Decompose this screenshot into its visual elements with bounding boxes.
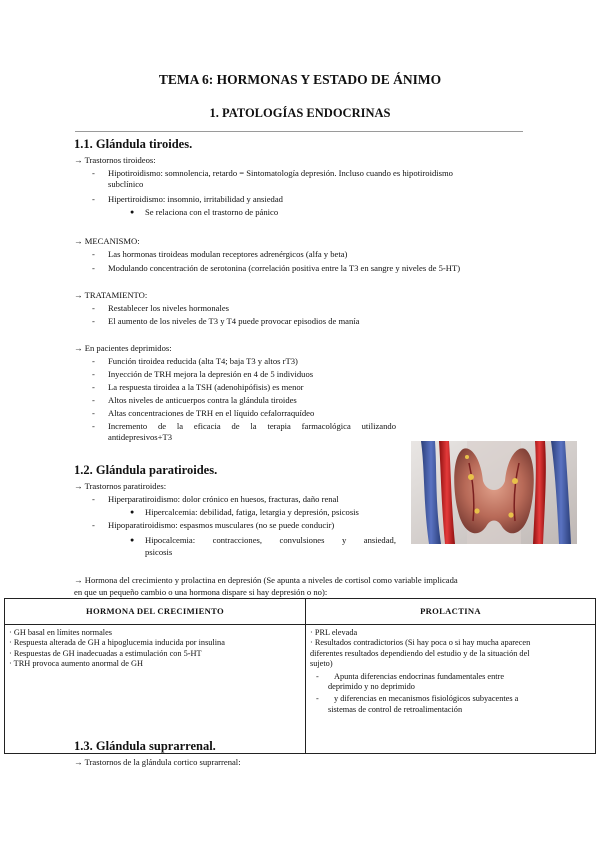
hipocalcemia-line2: psicosis (145, 547, 173, 557)
dash-marker: - (92, 395, 95, 405)
page-title: TEMA 6: HORMONAS Y ESTADO DE ÁNIMO (158, 72, 442, 87)
paratiroides-intro: → Trastornos paratiroides: (74, 481, 167, 491)
table-header-row (5, 599, 596, 625)
hipoparatiroidismo: Hipoparatiroidismo: espasmos musculares (no se puede conducir) (108, 520, 335, 530)
deprimidos-2: Inyección de TRH mejora la depresión en 4 de 5 individuos (108, 369, 314, 379)
mecanismo-intro: → MECANISMO: (74, 236, 140, 246)
dash-marker: - (92, 249, 95, 259)
hipertiroidismo: Hipertiroidismo: insomnio, irritabilidad y ansiedad (108, 194, 283, 204)
dash-marker: - (92, 168, 95, 178)
cell-gh (5, 625, 306, 754)
header-gh: HORMONA DEL CRECIMIENTO (5, 599, 306, 625)
prl-item-1: · PRL elevada (310, 628, 358, 637)
hiperparatiroidismo: Hiperparatiroidismo: dolor crónico en huesos, fracturas, daño renal (108, 494, 339, 504)
suprarrenal-intro: → Trastornos de la glándula cortico suprarrenal: (74, 757, 241, 767)
deprimidos-3: La respuesta tiroidea a la TSH (adenohipófisis) es menor (108, 382, 304, 392)
deprimidos-6-line2: antidepresivos+T3 (108, 432, 173, 442)
thyroid-illustration (411, 441, 577, 544)
deprimidos-intro: → En pacientes deprimidos: (74, 343, 172, 353)
prl-sub-1-line2: deprimido y no deprimido (328, 682, 415, 692)
dash-marker: - (92, 408, 95, 418)
section-title: 1. PATOLOGÍAS ENDOCRINAS (209, 106, 391, 120)
heading-suprarrenal: 1.3. Glándula suprarrenal. (74, 739, 216, 753)
tratamiento-intro: → TRATAMIENTO: (74, 290, 148, 300)
hormona-intro-line2: en que un pequeño cambio o una hormona dispare si hay depresión o no): (74, 587, 328, 597)
table-row (5, 625, 596, 754)
deprimidos-4: Altos niveles de anticuerpos contra la glándula tiroides (108, 395, 297, 405)
hipertiroidismo-sub: Se relaciona con el trastorno de pánico (145, 207, 279, 217)
hipotiroidismo-line1: Hipotiroidismo: somnolencia, retardo = Sintomatología depresión. Incluso cuando es hipotiroidismo (108, 168, 453, 178)
hormone-table (4, 598, 596, 754)
prl-sub-2-line2: sistemas de control de retroalimentación (328, 704, 463, 714)
dash-marker: - (316, 671, 319, 681)
dash-marker: - (92, 520, 95, 530)
header-prolactina: PROLACTINA (306, 599, 596, 625)
dash-marker: - (92, 303, 95, 313)
heading-paratiroides: 1.2. Glándula paratiroides. (74, 463, 218, 477)
divider (75, 131, 523, 132)
gh-item: · Respuestas de GH inadecuadas a estimulación con 5-HT (9, 648, 202, 658)
bullet-marker: ● (130, 508, 135, 516)
prl-item-2-line3: sujeto) (310, 659, 333, 669)
prl-sub-1 (310, 672, 591, 693)
tratamiento-1: Restablecer los niveles hormonales (108, 303, 229, 313)
prl-item-2-line1: · Resultados contradictorios (Si hay poca o si hay mucha aparecen (310, 638, 531, 648)
deprimidos-1: Función tiroidea reducida (alta T4; baja T3 y altos rT3) (108, 356, 298, 366)
dash-marker: - (92, 356, 95, 366)
dash-marker: - (316, 694, 319, 704)
dash-marker: - (92, 494, 95, 504)
prl-sub-1-line1: Apunta diferencias endocrinas fundamentales entre (334, 671, 505, 681)
bullet-marker: ● (130, 536, 135, 544)
bullet-marker: ● (130, 208, 135, 216)
dash-marker: - (92, 194, 95, 204)
prl-item-2-line2: diferentes resultados dependiendo del estudio y de la situación del (310, 648, 530, 658)
dash-marker: - (92, 421, 95, 431)
dash-marker: - (92, 263, 95, 273)
dash-marker: - (92, 382, 95, 392)
prl-sub-2 (310, 694, 591, 715)
dash-marker: - (92, 316, 95, 326)
gh-item: · GH basal en límites normales (9, 628, 112, 637)
mecanismo-2: Modulando concentración de serotonina (correlación positiva entre la T3 en sangre y niveles de 5-HT) (108, 263, 461, 273)
gh-item: · TRH provoca aumento anormal de GH (9, 659, 143, 669)
hipercalcemia: Hipercalcemia: debilidad, fatiga, letargia y depresión, psicosis (145, 507, 359, 517)
gh-item: · Respuesta alterada de GH a hipoglucemia inducida por insulina (9, 638, 225, 648)
hormona-intro-line1: → Hormona del crecimiento y prolactina en depresión (Se apunta a niveles de cortisol como variable implicada (74, 575, 458, 585)
prl-sub-2-line1: y diferencias en mecanismos fisiológicos subyacentes a (334, 694, 519, 704)
tiroides-trastornos-intro: → Trastornos tiroideos: (74, 155, 156, 165)
cell-prolactina (306, 625, 596, 754)
mecanismo-1: Las hormonas tiroideas modulan receptores adrenérgicos (alfa y beta) (108, 249, 348, 259)
heading-tiroides: 1.1. Glándula tiroides. (74, 137, 193, 151)
hipocalcemia-line1: Hipocalcemia: contracciones, convulsiones y ansiedad, (145, 535, 396, 545)
deprimidos-6-line1: Incremento de la eficacia de la terapia farmacológica utilizando (108, 421, 396, 431)
hipotiroidismo-line2: subclínico (108, 179, 144, 189)
tratamiento-2: El aumento de los niveles de T3 y T4 puede provocar episodios de manía (108, 316, 360, 326)
dash-marker: - (92, 369, 95, 379)
deprimidos-5: Altas concentraciones de TRH en el líquido cefalorraquídeo (108, 408, 315, 418)
